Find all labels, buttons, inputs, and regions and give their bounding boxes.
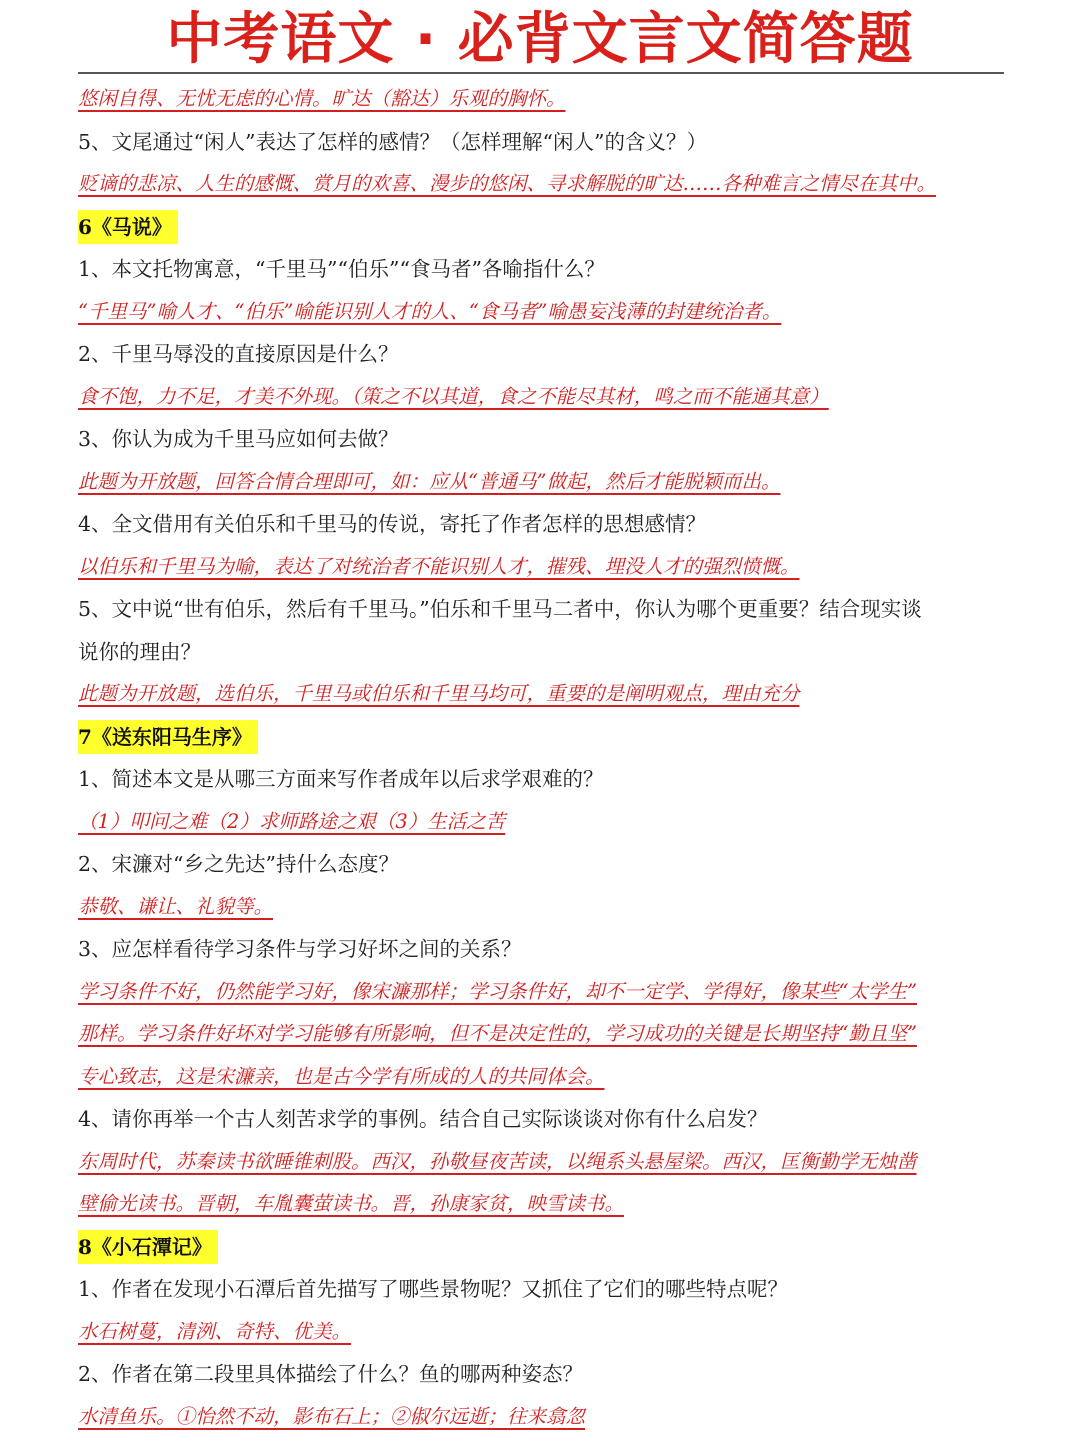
answer-line (78, 291, 1004, 334)
question-line-text: 2、千里马辱没的直接原因是什么？ (78, 342, 399, 366)
question-line-text: 1、本文托物寓意，“千里马”“伯乐”“食马者”各喻指什么？ (78, 257, 605, 281)
question-line-text: 5、文中说“世有伯乐，然后有千里马。”伯乐和千里马二者中，你认为哪个更重要？结合现实谈 (78, 597, 922, 621)
question-line (78, 588, 1004, 631)
question-line (78, 1268, 1004, 1311)
answer-line-text: 食不饱，力不足，才美不外现。（策之不以其道，食之不能尽其材，鸣之而不能通其意） (78, 384, 829, 408)
answer-line-text: 那样。学习条件好坏对学习能够有所影响，但不是决定性的，学习成功的关键是长期坚持“勤且坚” (78, 1022, 917, 1045)
section-heading (78, 1226, 1004, 1269)
page-title: 中考语文 · 必背文言文简答题 (166, 7, 914, 72)
title-divider (78, 72, 1004, 74)
answer-line (78, 163, 1004, 206)
answer-line-text: 壁偷光读书。晋朝，车胤囊萤读书。晋，孙康家贫，映雪读书。 (78, 1192, 625, 1215)
answer-line-text: 水清鱼乐。①怡然不动，影布石上；②俶尔远逝；往来翕忽 (78, 1404, 586, 1428)
answer-line-text: 此题为开放题，选伯乐，千里马或伯乐和千里马均可，重要的是阐明观点，理由充分 (78, 682, 800, 705)
question-line (78, 631, 1004, 674)
answer-line-text: 此题为开放题，回答合情合理即可，如：应从“普通马”做起，然后才能脱颖而出。 (78, 469, 781, 493)
question-line-text: 3、应怎样看待学习条件与学习好坏之间的关系？ (78, 937, 522, 961)
question-line-text: 1、简述本文是从哪三方面来写作者成年以后求学艰难的？ (78, 767, 604, 791)
question-line-text: 4、请你再举一个古人刻苦求学的事例。结合自己实际谈谈对你有什么启发？ (78, 1107, 768, 1131)
question-line-text: 说你的理由？ (78, 639, 201, 664)
answer-line (78, 1141, 1004, 1184)
question-line (78, 758, 1004, 801)
answer-line-text: 贬谪的悲凉、人生的感慨、赏月的欢喜、漫步的悠闲、寻求解脱的旷达……各种难言之情尽在其中。 (78, 172, 937, 195)
answer-line (78, 376, 1004, 419)
answer-line-text: 恭敬、谦让、礼貌等。 (78, 894, 274, 918)
answer-line (78, 1183, 1004, 1226)
answer-line (78, 1396, 1004, 1439)
answer-line (78, 801, 1004, 844)
section-heading-text: 8《小石潭记》 (78, 1230, 218, 1264)
question-line (78, 248, 1004, 291)
question-line-text: 5、文尾通过“闲人”表达了怎样的感情？（怎样理解“闲人”的含义？） (78, 129, 707, 154)
question-line (78, 333, 1004, 376)
question-line-text: 1、作者在发现小石潭后首先描写了哪些景物呢？又抓住了它们的哪些特点呢？ (78, 1277, 789, 1301)
answer-line (78, 971, 1004, 1014)
answer-line (78, 78, 1004, 121)
question-line-text: 2、宋濂对“乡之先达”持什么态度？ (78, 852, 400, 876)
answer-line-text: 学习条件不好，仍然能学习好，像宋濂那样；学习条件好，却不一定学、学得好，像某些“太学生” (78, 979, 917, 1003)
answer-line (78, 1056, 1004, 1099)
question-line (78, 928, 1004, 971)
answer-line-text: “千里马”喻人才、“伯乐”喻能识别人才的人、“食马者”喻愚妄浅薄的封建统治者。 (78, 299, 782, 323)
section-heading (78, 716, 1004, 759)
section-heading-text: 6《马说》 (78, 210, 178, 244)
section-heading-text: 7《送东阳马生序》 (78, 720, 258, 754)
answer-line-text: 水石树蔓，清洌、奇特、优美。 (78, 1319, 352, 1343)
question-line (78, 503, 1004, 546)
question-line-text: 4、全文借用有关伯乐和千里马的传说，寄托了作者怎样的思想感情？ (78, 512, 707, 536)
section-heading (78, 206, 1004, 249)
question-line-text: 2、作者在第二段里具体描绘了什么？鱼的哪两种姿态？ (78, 1362, 584, 1386)
question-line (78, 1098, 1004, 1141)
question-line (78, 843, 1004, 886)
question-line (78, 121, 1004, 164)
answer-line-text: 东周时代，苏秦读书欲睡锥刺股。西汉，孙敬昼夜苦读，以绳系头悬屋梁。西汉，匡衡勤学无烛凿 (78, 1149, 917, 1173)
answer-line-text: 以伯乐和千里马为喻，表达了对统治者不能识别人才，摧残、埋没人才的强烈愤慨。 (78, 554, 800, 578)
answer-line (78, 1013, 1004, 1056)
document-body (78, 78, 1004, 1438)
question-line (78, 418, 1004, 461)
answer-line-text: 悠闲自得、无忧无虑的心情。旷达（豁达）乐观的胸怀。 (78, 87, 566, 110)
answer-line (78, 461, 1004, 504)
answer-line (78, 546, 1004, 589)
answer-line (78, 886, 1004, 929)
answer-line (78, 1311, 1004, 1354)
question-line (78, 1353, 1004, 1396)
answer-line-text: （1）叩问之难（2）求师路途之艰（3）生活之苦 (78, 809, 506, 833)
answer-line (78, 673, 1004, 716)
question-line-text: 3、你认为成为千里马应如何去做？ (78, 427, 399, 451)
answer-line-text: 专心致志，这是宋濂亲，也是古今学有所成的人的共同体会。 (78, 1064, 605, 1088)
